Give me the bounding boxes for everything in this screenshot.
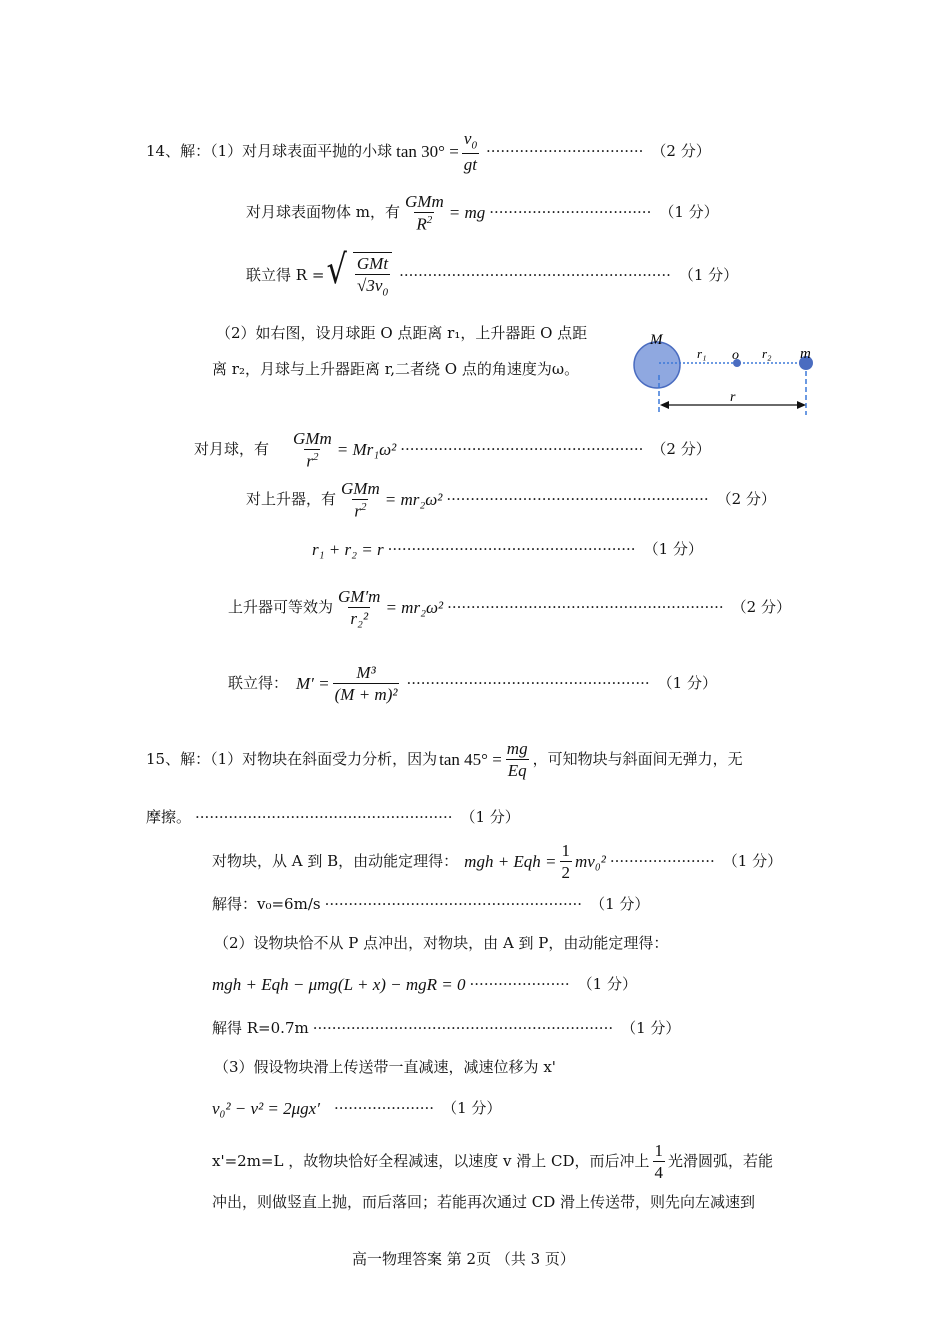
- q14-part2-line2: 离 r₂，月球与上升器距离 r,二者绕 O 点的角速度为ω。: [212, 360, 580, 378]
- q14-final-eq: 联立得： M′ = $\frac{\text{M³}}{\text{(M + m)²}}$ ··················································· （1 分）: [228, 663, 717, 704]
- q15-solve1: 解得：v₀=6m/s ······················································ （1 分）: [212, 895, 650, 913]
- q14-equiv-eq: 上升器可等效为 $\frac{GM'm}{\text{r₂²}}$ = mr₂ω² ·························································· （2 分）: [228, 587, 791, 628]
- q15-last1: x'=2m=L ，故物块恰好全程减速，以速度 v 滑上 CD，而后冲上 $\frac{1}{4}$ 光滑圆弧，若能: [212, 1141, 774, 1182]
- q14-line2: 对月球表面物体 m，有 $\frac{\text{GMm}}{R^2}$ = mg ·································· （1 分）: [246, 192, 719, 234]
- q14-head: 14、解：（1）对月球表面平抛的小球: [146, 142, 393, 161]
- q15-energy-eq: 对物块，从 A 到 B，由动能定理得： mgh + Eqh = $\frac{1}{2}$ mv₀² ······················ （1 分）: [212, 841, 783, 882]
- q15-line2: 摩擦。 ······················································ （1 分）: [146, 808, 520, 826]
- q15-part2: （2）设物块恰不从 P 点冲出，对物块，由 A 到 P，由动能定理得：: [214, 934, 669, 952]
- r-arrow-right: [797, 401, 806, 409]
- q15-part3-eq: v₀² − v² = 2μgx′ ····················· （1 分）: [212, 1099, 502, 1118]
- q15-solve2: 解得 R=0.7m ······························································· （1 分）: [212, 1019, 681, 1037]
- label-o: o: [732, 348, 739, 363]
- q14-lander-eq: 对上升器，有 $\frac{\text{GMm}}{r^2}$ = mr₂ω² ······················································· （2 分）: [246, 479, 776, 521]
- q14-line1: [146, 130, 711, 173]
- frac-v0-gt: $\frac{v_0}{gt}$: [463, 129, 478, 175]
- q15-part2-eq: mgh + Eqh − μmg(L + x) − mgR = 0 ····················· （1 分）: [212, 975, 637, 994]
- score: （2 分）: [651, 142, 711, 161]
- label-r: r: [730, 390, 736, 405]
- q14-moon-eq: 对月球，有 $\frac{\text{GMm}}{r^2}$ = Mr₁ω² ··················································· （2 分）: [194, 429, 711, 471]
- q14-sum-eq: r₁ + r₂ = r ···················································· （1 分）: [312, 540, 703, 559]
- tan30: tan 30° =: [396, 142, 459, 162]
- moon-circle: [634, 342, 680, 388]
- q14-line3: 联立得 R = √ $\frac{\text{GMt}}{√3v_0}$ ························································· （1 分）: [246, 247, 739, 299]
- page-footer: 高一物理答案 第 2页 （共 3 页）: [352, 1250, 575, 1268]
- frac-gmm-r2: $\frac{\text{GMm}}{R^2}$: [405, 192, 444, 234]
- q15-line1: 15、解：（1）对物块在斜面受力分析，因为 tan 45° = $\frac{mg}{Eq}$ ，可知物块与斜面间无弹力，无: [146, 739, 743, 780]
- q14-part2-line1: （2）如右图，设月球距 O 点距离 r₁，上升器距 O 点距: [216, 324, 588, 342]
- sqrt-expression: √ $\frac{\text{GMt}}{√3v_0}$: [324, 252, 395, 298]
- label-M: M: [650, 332, 663, 348]
- q15-part3: （3）假设物块滑上传送带一直减速，减速位移为 x': [214, 1058, 556, 1076]
- label-m: m: [800, 346, 811, 362]
- dots: ·································: [486, 142, 644, 161]
- label-r1: r₁: [697, 346, 707, 361]
- r-arrow-left: [660, 401, 669, 409]
- q15-last2: 冲出，则做竖直上抛，而后落回；若能再次通过 CD 滑上传送带，则先向左减速到: [212, 1193, 756, 1211]
- orbit-diagram: [625, 325, 825, 420]
- label-r2: r₂: [762, 346, 772, 361]
